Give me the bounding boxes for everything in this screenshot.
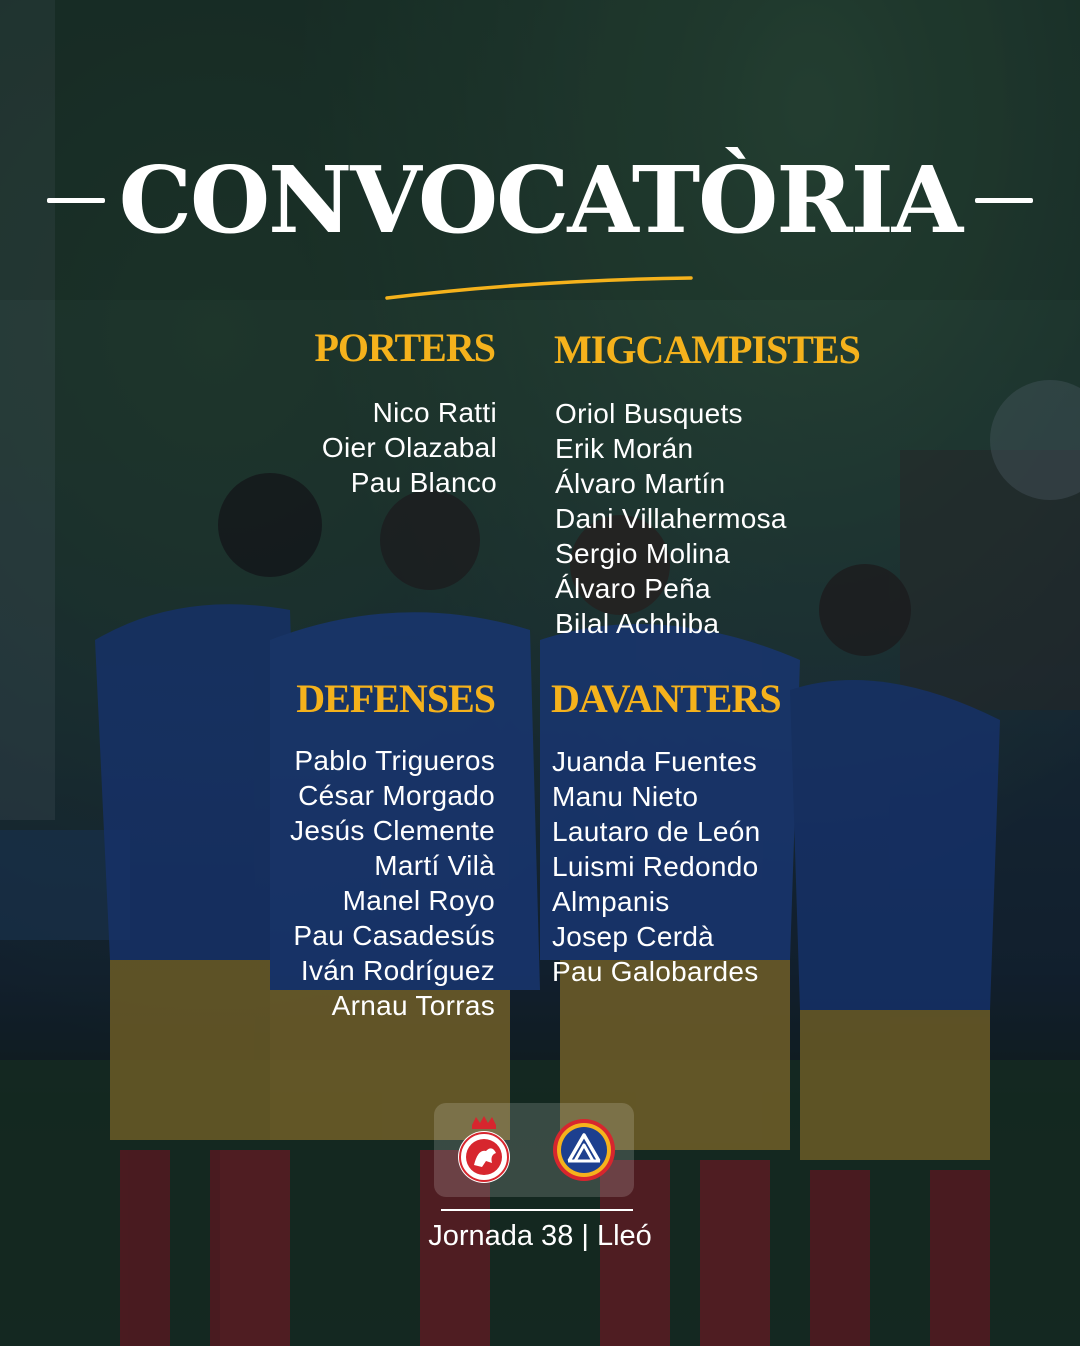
fc-andorra-crest-icon bbox=[550, 1116, 618, 1184]
player-davanter: Josep Cerdà bbox=[552, 921, 715, 952]
list-defenses bbox=[290, 743, 495, 1023]
heading-davanters: DAVANTERS bbox=[551, 676, 781, 721]
player-migcampista: Dani Villahermosa bbox=[555, 503, 787, 534]
player-defensa: Iván Rodríguez bbox=[300, 955, 495, 986]
player-defensa: Martí Vilà bbox=[374, 850, 495, 881]
heading-porters: PORTERS bbox=[314, 325, 495, 370]
player-defensa: Arnau Torras bbox=[331, 990, 495, 1021]
player-migcampista: Álvaro Peña bbox=[555, 573, 711, 604]
footer-divider bbox=[441, 1209, 633, 1211]
player-porter: Nico Ratti bbox=[372, 397, 497, 428]
list-davanters bbox=[552, 744, 760, 989]
page-title: CONVOCATÒRIA bbox=[118, 146, 962, 254]
player-migcampista: Erik Morán bbox=[555, 433, 694, 464]
title-underline-stroke bbox=[385, 274, 695, 304]
list-porters bbox=[322, 395, 497, 500]
player-migcampista: Oriol Busquets bbox=[555, 398, 743, 429]
player-davanter: Lautaro de León bbox=[552, 816, 761, 847]
title-left-dash bbox=[47, 198, 105, 203]
list-migcampistes bbox=[555, 396, 787, 641]
player-davanter: Juanda Fuentes bbox=[552, 746, 758, 777]
player-davanter: Luismi Redondo bbox=[552, 851, 759, 882]
player-defensa: Manel Royo bbox=[342, 885, 495, 916]
player-migcampista: Álvaro Martín bbox=[555, 468, 726, 499]
player-defensa: Jesús Clemente bbox=[290, 815, 495, 846]
player-davanter: Pau Galobardes bbox=[552, 956, 759, 987]
heading-migcampistes: MIGCAMPISTES bbox=[554, 327, 860, 372]
player-porter: Pau Blanco bbox=[350, 467, 497, 498]
heading-defenses: DEFENSES bbox=[296, 676, 495, 721]
player-defensa: Pablo Trigueros bbox=[294, 745, 495, 776]
match-info: Jornada 38 | Lleó bbox=[428, 1220, 652, 1252]
player-migcampista: Sergio Molina bbox=[555, 538, 731, 569]
player-defensa: César Morgado bbox=[298, 780, 495, 811]
match-crests-box bbox=[434, 1103, 634, 1197]
cultural-leonesa-crest-icon bbox=[450, 1116, 518, 1184]
player-porter: Oier Olazabal bbox=[321, 432, 497, 463]
player-migcampista: Bilal Achhiba bbox=[555, 608, 720, 639]
player-davanter: Manu Nieto bbox=[552, 781, 699, 812]
player-davanter: Almpanis bbox=[552, 886, 670, 917]
title-row bbox=[0, 140, 1080, 260]
title-right-dash bbox=[975, 198, 1033, 203]
player-defensa: Pau Casadesús bbox=[293, 920, 495, 951]
